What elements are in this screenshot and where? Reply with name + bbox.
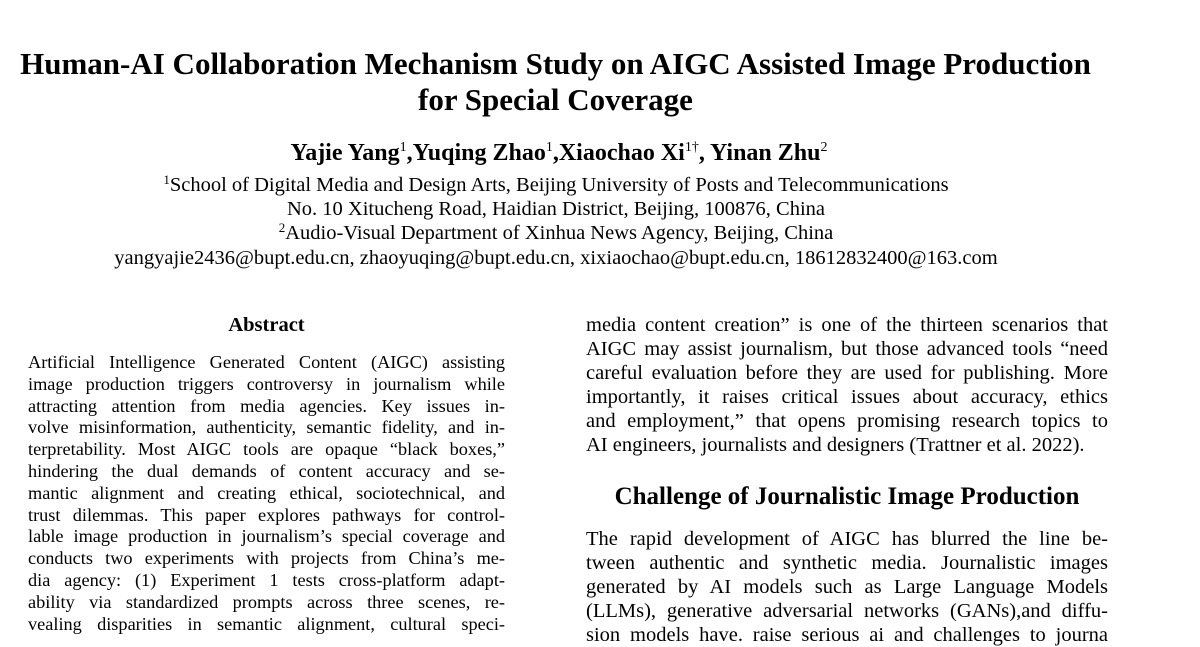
paragraph-line: (LLMs), generative adversarial networks (GANs),and diffu- [586, 600, 1108, 622]
abstract-line: image production triggers controversy in journalism while [28, 373, 505, 394]
paragraph-line: media content creation” is one of the thirteen scenarios that [586, 314, 1108, 336]
abstract-line: Artificial Intelligence Generated Content (AIGC) assisting [28, 352, 505, 372]
paragraph-line: tween authentic and synthetic media. Journalistic images [586, 552, 1108, 574]
intro-paragraph [586, 313, 1108, 457]
author-affiliation-mark: 1† [684, 140, 699, 155]
paragraph-line: generated by AI models such as Large Language Models [586, 576, 1108, 598]
abstract-line: terpretability. Most AIGC tools are opaque “black boxes,” [28, 439, 505, 460]
author-name: Yuqing Zhao [412, 140, 546, 166]
abstract-line: mantic alignment and creating ethical, sociotechnical, and [28, 482, 505, 503]
paper-title [0, 46, 1111, 118]
abstract-body [28, 352, 505, 635]
affiliation-1 [0, 173, 1112, 197]
abstract-line: volve misinformation, authenticity, semantic fidelity, and in- [28, 417, 505, 438]
author-list [0, 138, 1118, 168]
abstract-line: vealing disparities in semantic alignment, cultural speci- [28, 613, 505, 634]
author-affiliation-mark: 1 [545, 140, 553, 155]
author-name: Yajie Yang [290, 140, 400, 166]
abstract-line: conducts two experiments with projects from China’s me- [28, 548, 505, 569]
affiliation-2 [0, 221, 1112, 245]
right-column [586, 313, 1108, 647]
title-line-1: Human-AI Collaboration Mechanism Study on AIGC Assisted Image Production [20, 46, 1091, 81]
affiliation-mark: 2 [278, 220, 286, 236]
affiliation-address: No. 10 Xitucheng Road, Haidian District, Beijing, 100876, China [286, 198, 826, 221]
title-line-2: for Special Coverage [418, 82, 693, 117]
author-separator: , [698, 140, 710, 166]
paragraph-line: The rapid development of AIGC has blurred the line be- [586, 528, 1108, 550]
affiliation-mark: 1 [163, 172, 170, 187]
affiliation-text: Audio-Visual Department of Xinhua News Agency, Beijing, China [285, 222, 834, 245]
abstract-line: dia agency: (1) Experiment 1 tests cross-platform adapt- [28, 569, 505, 590]
abstract-line: hindering the dual demands of content accuracy and se- [28, 460, 505, 481]
abstract-line: attracting attention from media agencies. Key issues in- [28, 395, 505, 416]
author-name: Xiaochao Xi [558, 140, 685, 166]
abstract-line: ability via standardized prompts across three scenes, re- [28, 591, 505, 612]
paragraph-line: importantly, it raises critical issues about accuracy, ethics [586, 386, 1108, 408]
section-paragraph [586, 527, 1108, 647]
author-affiliation-mark: 1 [399, 140, 407, 155]
author-separator: , [406, 140, 413, 166]
paragraph-line: careful evaluation before they are used for publishing. More [586, 362, 1108, 384]
author-emails: yangyajie2436@bupt.edu.cn, zhaoyuqing@bupt.edu.cn, xixiaochao@bupt.edu.cn, 18612832400@163.com [114, 246, 998, 269]
abstract-line: trust dilemmas. This paper explores pathways for control- [28, 504, 505, 525]
abstract-heading: Abstract [228, 314, 305, 336]
affiliation-text: School of Digital Media and Design Arts, Beijing University of Posts and Telecommunications [169, 174, 949, 196]
section-heading: Challenge of Journalistic Image Production [614, 483, 1080, 510]
paragraph-line: and employment,” that opens promising research topics to [586, 410, 1108, 432]
author-name: Yinan Zhu [709, 140, 821, 166]
abstract-line: lable image production in journalism’s special coverage and [28, 526, 505, 547]
author-affiliation-mark: 2 [820, 140, 828, 155]
paragraph-line: sion models have. raise serious ai and challenges to journa [586, 624, 1108, 646]
author-separator: , [552, 140, 559, 166]
paragraph-line: AIGC may assist journalism, but those advanced tools “need [586, 338, 1108, 360]
paragraph-line: AI engineers, journalists and designers (Trattner et al. 2022). [586, 434, 1085, 456]
affiliation-block [0, 173, 1112, 270]
